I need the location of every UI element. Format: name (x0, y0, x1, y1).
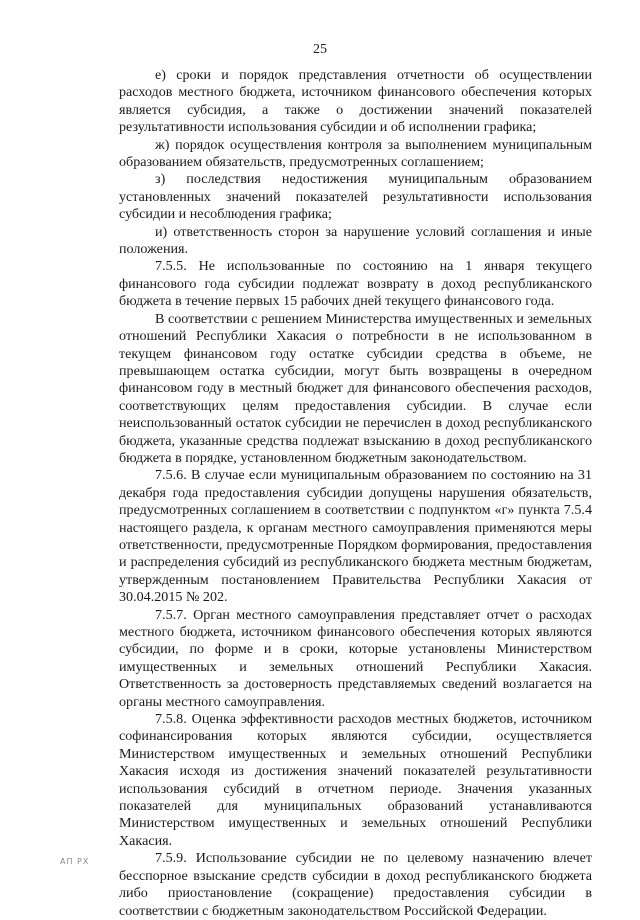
paragraph-7-5-5-continued: В соответствии с решением Министерства имущественных и земельных отношений Республики Хакасия о потребности в не использованном в текущем финансовом году остатке субсидии средства в объеме, не превышающем остатка субсидии, могут быть возвращены в очередном финансовом году в местный бюджет для финансового обеспечения расходов, соответствующих целям предоставления субсидии. В случае если неиспользованный остаток субсидии не перечислен в доход республиканского бюджета, указанные средства подлежат взысканию в доход республиканского бюджета в порядке, установленном бюджетным законодательством. (119, 310, 592, 466)
paragraph-7-5-8: 7.5.8. Оценка эффективности расходов местных бюджетов, источником софинансирования которых являются субсидии, осуществляется Министерством имущественных и земельных отношений Республики Хакасия исходя из достижения значений показателей результативности использования субсидий в отчетном периоде. Значения указанных показателей для муниципальных образований устанавливаются Министерством имущественных и земельных отношений Республики Хакасия. (119, 711, 592, 849)
paragraph-zh: ж) порядок осуществления контроля за выполнением муниципальным образованием обязательств, предусмотренных соглашением; (119, 136, 592, 171)
paragraph-z: з) последствия недостижения муниципальным образованием установленных значений показателей результативности использования субсидии и несоблюдения графика; (119, 171, 592, 223)
paragraph-7-5-9: 7.5.9. Использование субсидии не по целевому назначению влечет бесспорное взыскание средств субсидии в доход республиканского бюджета либо приостановление (сокращение) предоставления субсидии в соответствии с бюджетным законодательством Российской Федерации. (119, 850, 592, 919)
paragraph-7-5-6: 7.5.6. В случае если муниципальным образованием по состоянию на 31 декабря года предоставления субсидии допущены нарушения обязательств, предусмотренных соглашением в соответствии с подпунктом «г» пункта 7.5.4 настоящего раздела, к органам местного самоуправления применяются меры ответственности, предусмотренные Порядком формирования, предоставления и распределения субсидий из республиканского бюджета местным бюджетам, утвержденным постановлением Правительства Республики Хакасия от 30.04.2015 № 202. (119, 467, 592, 606)
page-number: 25 (313, 42, 327, 57)
document-body (119, 67, 592, 920)
footer-mark: АП РХ (60, 857, 90, 866)
paragraph-7-5-5: 7.5.5. Не использованные по состоянию на 1 января текущего финансового года субсидии подлежат возврату в доход республиканского бюджета в течение первых 15 рабочих дней текущего финансового года. (119, 258, 592, 310)
paragraph-e: е) сроки и порядок представления отчетности об осуществлении расходов местного бюджета, источником финансового обеспечения которых является субсидия, а также о достижении значений показателей результативности использования субсидии и об исполнении графика; (119, 67, 592, 136)
paragraph-i: и) ответственность сторон за нарушение условий соглашения и иные положения. (119, 223, 592, 258)
paragraph-7-5-7: 7.5.7. Орган местного самоуправления представляет отчет о расходах местного бюджета, источником финансового обеспечения которых являются субсидии, по форме и в сроки, которые установлены Министерством имущественных и земельных отношений Республики Хакасия. Ответственность за достоверность представляемых сведений возлагается на органы местного самоуправления. (119, 606, 592, 710)
